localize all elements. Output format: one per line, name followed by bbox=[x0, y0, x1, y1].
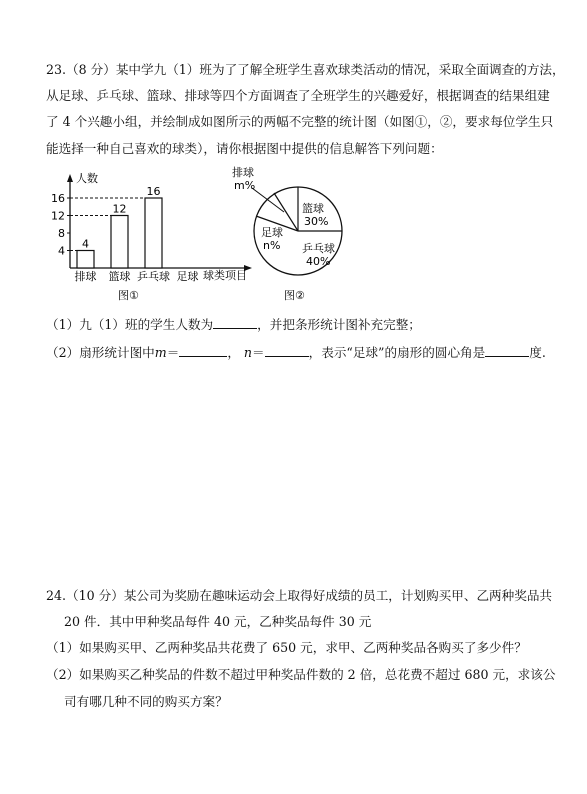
q24-line-2: 20 件．其中甲种奖品每件 40 元，乙种奖品每件 30 元 bbox=[64, 614, 372, 629]
y-tick-label: 8 bbox=[58, 227, 65, 240]
q23-sub1-text-b: ，并把条形统计图补充完整； bbox=[257, 317, 421, 332]
pie-pct-lanqiu: 30% bbox=[304, 215, 329, 228]
q23-sub2 bbox=[46, 344, 546, 361]
category-label: 篮球 bbox=[108, 270, 131, 283]
category-label: 排球 bbox=[74, 270, 97, 283]
var-n: n bbox=[243, 345, 253, 360]
q23-line-2: 从足球、乒乓球、篮球、排球等四个方面调查了全班学生的兴趣爱好，根据调查的结果组建 bbox=[46, 88, 550, 103]
y-axis-label: 人数 bbox=[76, 172, 98, 185]
bar bbox=[145, 198, 162, 268]
q23-sub2-text-a: （2）扇形统计图中 bbox=[46, 345, 155, 360]
y-tick-label: 4 bbox=[58, 244, 65, 258]
bar-value-label: 4 bbox=[82, 237, 89, 251]
equals-sign: ＝ bbox=[252, 345, 265, 360]
pie-chart-figure bbox=[218, 164, 358, 306]
var-m: m bbox=[154, 345, 167, 360]
q24-line-1: 24.（10 分）某公司为奖励在趣味运动会上取得好成绩的员工，计划购买甲、乙两种奖品共 bbox=[46, 588, 553, 603]
category-label: 乒乓球 bbox=[137, 270, 170, 283]
x-axis-label: 球类项目 bbox=[203, 269, 247, 282]
q24-line-3: （1）如果购买甲、乙两种奖品共花费了 650 元，求甲、乙两种奖品各购买了多少件？ bbox=[46, 640, 527, 655]
pie-pct-pingpang: 40% bbox=[306, 255, 331, 268]
q23-sub2-text-c: ，表示“足球”的扇形的圆心角是 bbox=[308, 345, 486, 360]
q24-line-4: （2）如果购买乙种奖品的件数不超过甲种奖品件数的 2 倍，总花费不超过 680 元，求该公 bbox=[46, 667, 556, 682]
pie-label-zuqiu: 足球 bbox=[261, 226, 283, 239]
pie-label-n: n% bbox=[263, 239, 281, 252]
figure-caption: 图② bbox=[284, 289, 305, 302]
q23-sub2-text-d: 度. bbox=[529, 345, 546, 360]
answer-blank[interactable] bbox=[179, 344, 227, 357]
category-label: 足球 bbox=[176, 270, 199, 283]
bar-value-label: 12 bbox=[112, 202, 127, 216]
y-tick-label: 16 bbox=[51, 192, 65, 205]
q23-line-4: 能选择一种自己喜欢的球类），请你根据图中提供的信息解答下列问题： bbox=[46, 141, 443, 156]
pie-label-paiqiu: 排球 bbox=[232, 166, 254, 179]
y-tick-label: 12 bbox=[51, 209, 65, 223]
q23-sub1-text-a: （1）九（1）班的学生人数为 bbox=[46, 317, 214, 332]
separator: ， bbox=[227, 345, 240, 360]
q23-line-3: 了 4 个兴趣小组，并绘制成如图所示的两幅不完整的统计图（如图①，②，要求每位学生只 bbox=[46, 114, 554, 129]
answer-blank[interactable] bbox=[485, 344, 529, 357]
bar-value-label: 16 bbox=[146, 185, 161, 198]
q23-line-1: 23.（8 分）某中学九（1）班为了了解全班学生喜欢球类活动的情况，采取全面调查的方法， bbox=[46, 62, 565, 77]
bar bbox=[111, 216, 128, 269]
figure-caption: 图① bbox=[118, 289, 139, 302]
q24-line-5: 司有哪几种不同的购买方案？ bbox=[64, 694, 228, 709]
pie-label-lanqiu: 篮球 bbox=[302, 202, 324, 215]
answer-blank[interactable] bbox=[265, 344, 309, 357]
pie-label-m: m% bbox=[234, 179, 256, 192]
equals-sign: ＝ bbox=[166, 345, 180, 360]
bar bbox=[77, 251, 94, 269]
y-axis-arrow bbox=[67, 174, 73, 182]
pie-label-pingpang: 乒乓球 bbox=[302, 242, 335, 255]
answer-blank[interactable] bbox=[213, 316, 257, 329]
q23-sub1 bbox=[46, 316, 421, 333]
